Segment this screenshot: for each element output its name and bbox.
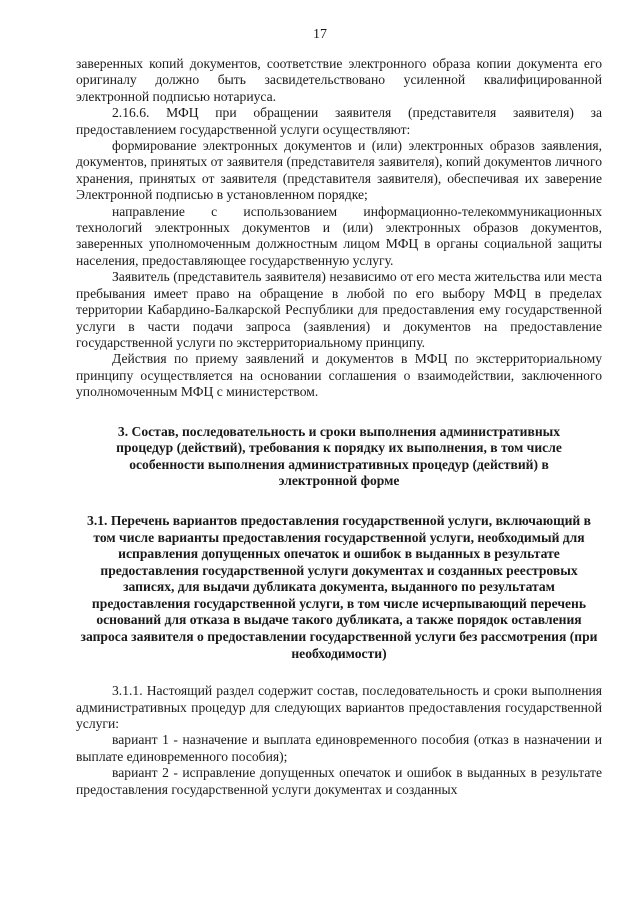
paragraph-variant-2: вариант 2 - исправление допущенных опечаток и ошибок в выданных в результате предоставления государственной услуги документах и созданных — [76, 765, 602, 797]
paragraph-continuation: заверенных копий документов, соответствие электронного образа копии документа его оригиналу должно быть засвидетельствовано усиленной квалифицированной электронной подписью нотариуса. — [76, 56, 602, 104]
paragraph-forming-documents: формирование электронных документов и (или) электронных образов заявления, документов, принятых от заявителя (представителя заявителя), копий документов личного хранения, принятых от заявителя (представителя заявителя), обеспечивая их заверение Электронной подписью в установленном порядке; — [76, 138, 602, 203]
paragraph-sending-documents: направление с использованием информационно-телекоммуникационных технологий электронных документов и (или) электронных образов документов, заверенных уполномоченным должностным лицом МФЦ в органы социальной защиты населения, предоставляющее государственную услугу. — [76, 203, 602, 268]
section-3-heading: 3. Состав, последовательность и сроки выполнения административных процедур (действий), требования к порядку их выполнения, в том числе особенности выполнения административных процедур (действий) в электронной форме — [116, 423, 562, 489]
page-number: 17 — [313, 27, 327, 42]
paragraph-2-16-6: 2.16.6. МФЦ при обращении заявителя (представителя заявителя) за предоставлением государственной услуги осуществляют: — [76, 105, 602, 137]
section-3-1-heading: 3.1. Перечень вариантов предоставления государственной услуги, включающий в том числе варианты предоставления государственной услуги, необходимый для исправления допущенных опечаток и ошибок в выданных в результате предоставления государственной услуги документах и созданных реестровых записях, для выдачи дубликата документа, выданного по результатам предоставления государственной услуги, в том числе исчерпывающий перечень оснований для отказа в выдаче такого дубликата, а также порядок оставления запроса заявителя о предоставлении государственной услуги без рассмотрения (при необходимости) — [80, 512, 598, 661]
paragraph-3-1-1: 3.1.1. Настоящий раздел содержит состав, последовательность и сроки выполнения административных процедур для следующих вариантов предоставления государственной услуги: — [76, 683, 602, 732]
paragraph-extraterritorial: Действия по приему заявлений и документов в МФЦ по экстерриториальному принципу осуществляется на основании соглашения о взаимодействии, заключенного уполномоченным МФЦ с министерством. — [76, 351, 602, 400]
page-content — [76, 56, 602, 798]
paragraph-variant-1: вариант 1 - назначение и выплата единовременного пособия (отказ в назначении и выплате единовременного пособия); — [76, 732, 602, 764]
paragraph-applicant-right: Заявитель (представитель заявителя) независимо от его места жительства или места пребывания имеет право на обращение в любой по его выбору МФЦ в пределах территории Кабардино-Балкарской Республики для предоставления ему государственной услуги в части подачи запроса (заявления) и документов на предоставление государственной услуги по экстерриториальному принципу. — [76, 269, 602, 350]
